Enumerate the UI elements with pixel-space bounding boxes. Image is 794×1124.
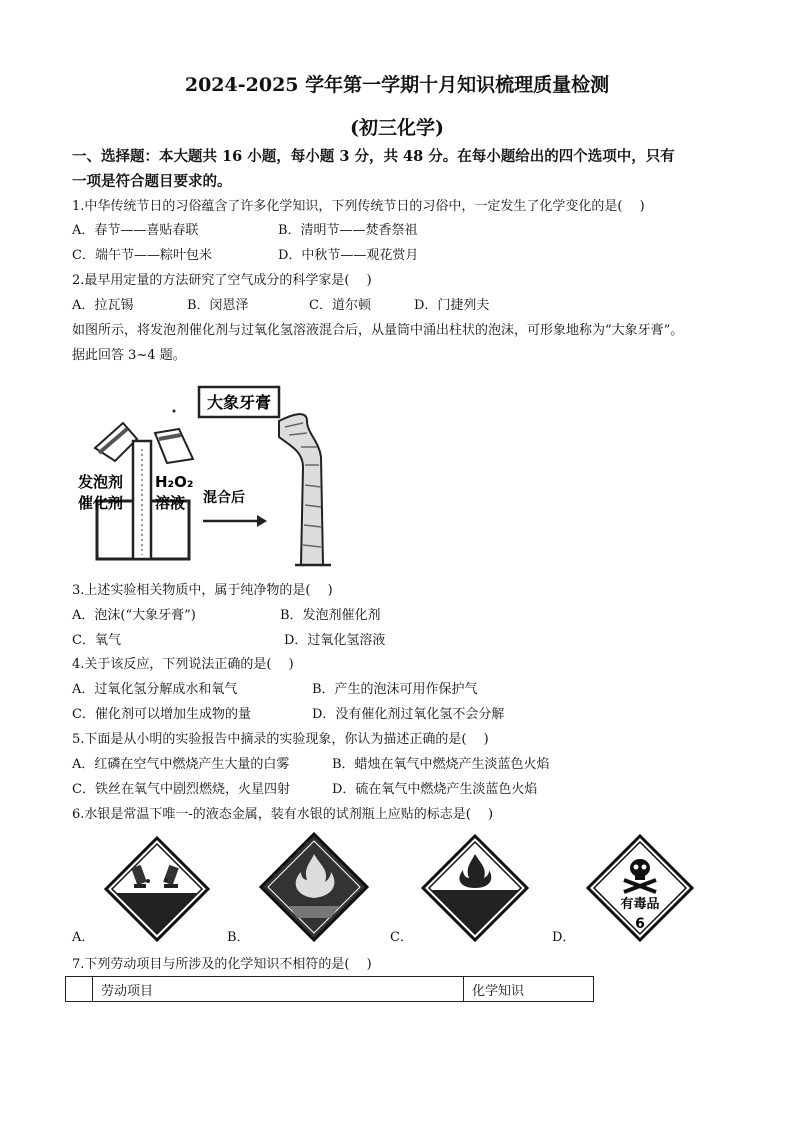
foam-sign-label: 大象牙膏 [206, 393, 272, 412]
q6-option-b: B． [227, 930, 250, 945]
q6-option-c: C． [390, 930, 413, 945]
toxic-sign-number: 6 [635, 916, 645, 932]
q2-stem: 2.最早用定量的方法研究了空气成分的科学家是( ) [72, 273, 372, 288]
q5-option-c: C．铁丝在氧气中剧烈燃烧，火星四射 [72, 782, 290, 797]
table-header-cell: 劳动项目 [93, 977, 464, 1002]
q3-option-a: A．泡沫(“大象牙膏”) [72, 608, 196, 623]
q4-option-b: B．产生的泡沫可用作保护气 [312, 682, 478, 697]
q5-stem: 5.下面是从小明的实验报告中摘录的实验现象，你认为描述正确的是( ) [72, 732, 489, 747]
q3-option-d: D．过氧化氢溶液 [284, 633, 386, 648]
figure-label-catalyst: 催化剂 [78, 494, 124, 512]
q2-option-a: A．拉瓦锡 [72, 298, 134, 313]
figure-label-solution: 溶液 [155, 494, 186, 512]
exam-title: 2024-2025 学年第一学期十月知识梳理质量检测 [184, 74, 610, 96]
h2o2-beaker-icon [155, 429, 193, 463]
toxic-hazard-sign-icon [586, 834, 694, 942]
q2-option-d: D．门捷列夫 [414, 298, 490, 313]
q3-option-c: C．氧气 [72, 633, 121, 648]
q5-option-b: B．蜡烛在氧气中燃烧产生淡蓝色火焰 [332, 757, 550, 772]
exam-subtitle: (初三化学) [350, 117, 444, 139]
q6-option-a: A． [72, 930, 95, 945]
figure-label-h2o2: H₂O₂ [155, 473, 194, 491]
q4-stem: 4.关于该反应，下列说法正确的是( ) [72, 657, 294, 672]
intro-line1: 如图所示，将发泡剂催化剂与过氧化氢溶液混合后，从量筒中涌出柱状的泡沫，可形象地称为“大象牙膏”。 [72, 323, 684, 338]
q3-option-b: B．发泡剂催化剂 [280, 608, 381, 623]
catalyst-beaker-icon [95, 423, 137, 461]
flammable-solid-hazard-sign-icon [259, 832, 369, 942]
corrosive-hazard-sign-icon [104, 836, 210, 942]
figure-label-after-mixing: 混合后 [203, 490, 245, 506]
intro-line2: 据此回答 3~4 题。 [72, 348, 186, 363]
section-heading-line1: 一、选择题：本大题共 16 小题，每小题 3 分，共 48 分。在每小题给出的四个选项中，只有 [72, 148, 675, 165]
q1-option-b: B．清明节——焚香祭祖 [278, 223, 418, 238]
q5-option-d: D．硫在氧气中燃烧产生淡蓝色火焰 [332, 782, 538, 797]
q4-option-a: A．过氧化氢分解成水和氧气 [72, 682, 238, 697]
section-heading-line2: 一项是符合题目要求的。 [72, 173, 232, 190]
q2-option-b: B．闵恩泽 [187, 298, 249, 313]
q6-stem: 6.水银是常温下唯一-的液态金属，装有水银的试剂瓶上应贴的标志是( ) [72, 807, 494, 822]
foam-column-icon [279, 414, 331, 565]
table-row [66, 977, 594, 1002]
q7-table [65, 976, 594, 1002]
figure-label-foaming: 发泡剂 [78, 473, 124, 491]
flammable-liquid-hazard-sign-icon [421, 834, 529, 942]
q5-option-a: A．红磷在空气中燃烧产生大量的白雾 [72, 757, 290, 772]
q6-option-d: D． [552, 930, 576, 945]
toxic-sign-label: 有毒品 [620, 897, 660, 912]
q4-option-d: D．没有催化剂过氧化氢不会分解 [312, 707, 505, 722]
table-header-cell: 化学知识 [464, 977, 594, 1002]
elephant-toothpaste-figure [75, 375, 335, 570]
q1-option-a: A．春节——喜贴春联 [72, 223, 199, 238]
q1-option-d: D．中秋节——观花赏月 [278, 248, 419, 263]
table-header-cell [66, 977, 93, 1002]
q3-stem: 3.上述实验相关物质中，属于纯净物的是( ) [72, 583, 333, 598]
q4-option-c: C．催化剂可以增加生成物的量 [72, 707, 251, 722]
q2-option-c: C．道尔顿 [309, 298, 371, 313]
q7-stem: 7.下列劳动项目与所涉及的化学知识不相符的是( ) [72, 957, 372, 972]
q1-stem: 1.中华传统节日的习俗蕴含了许多化学知识，下列传统节日的习俗中，一定发生了化学变化的是( ) [72, 199, 645, 214]
right-arrow-icon [203, 515, 267, 527]
q1-option-c: C．端午节——粽叶包米 [72, 248, 212, 263]
